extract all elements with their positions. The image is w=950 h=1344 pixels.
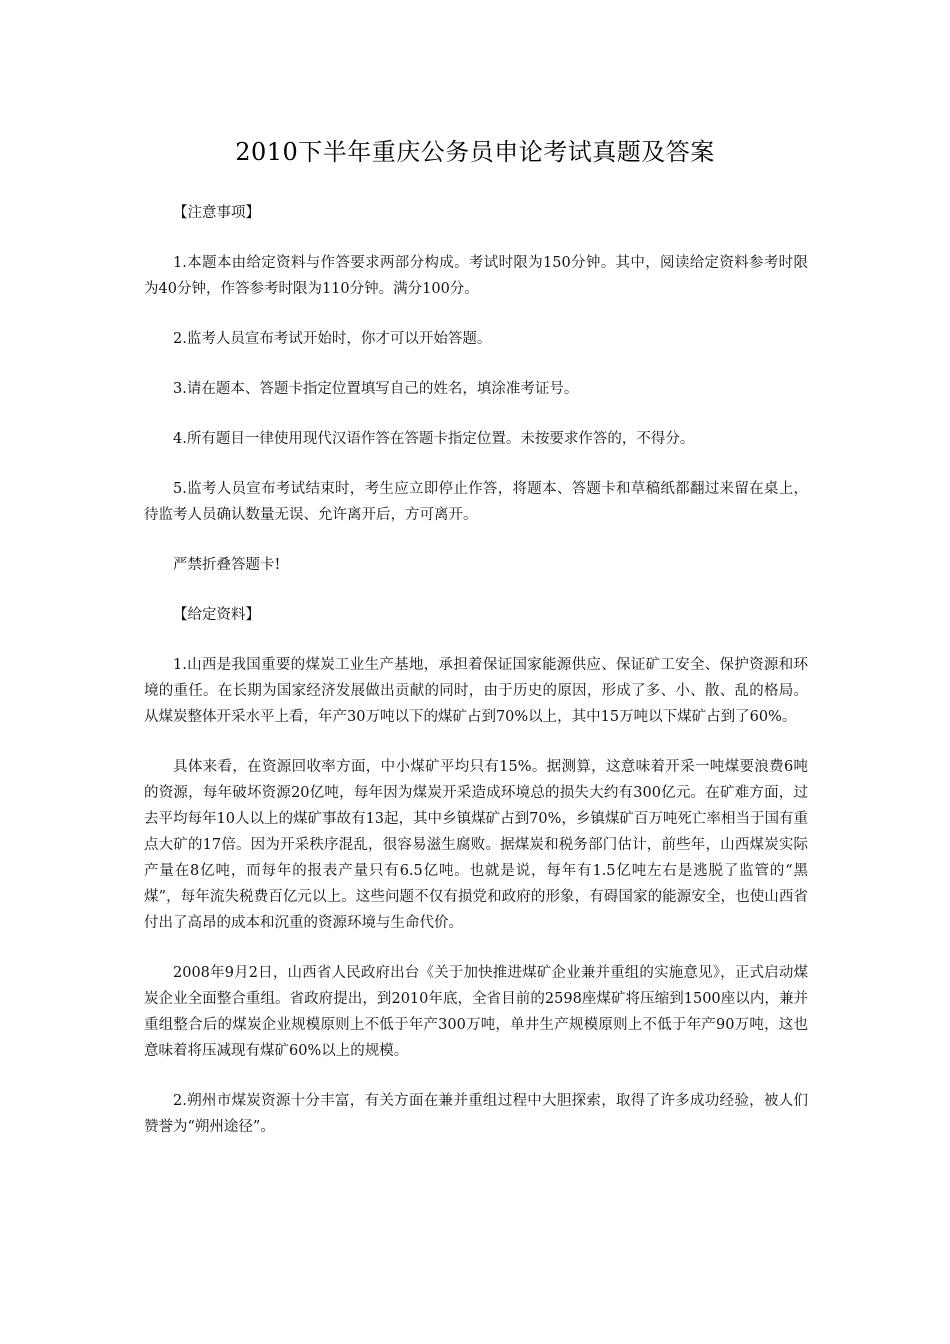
material-paragraph-1: 1.山西是我国重要的煤炭工业生产基地，承担着保证国家能源供应、保证矿工安全、保护资源和环境的重任。在长期为国家经济发展做出贡献的同时，由于历史的原因，形成了多、小、散、乱的格局。从煤炭整体开采水平上看，年产30万吨以下的煤矿占到70%以上，其中15万吨以下煤矿占到了60%。 xyxy=(144,657,808,725)
warning-text: 严禁折叠答题卡! xyxy=(173,557,281,573)
notice-item-2: 2.监考人员宣布考试开始时，你才可以开始答题。 xyxy=(173,331,492,347)
document-title: 2010下半年重庆公务员申论考试真题及答案 xyxy=(235,138,715,166)
materials-heading: 【给定资料】 xyxy=(173,607,260,623)
notice-item-1: 1.本题本由给定资料与作答要求两部分构成。考试时限为150分钟。其中，阅读给定资料参考时限为40分钟，作答参考时限为110分钟。满分100分。 xyxy=(144,255,808,297)
notice-item-3: 3.请在题本、答题卡指定位置填写自己的姓名，填涂准考证号。 xyxy=(173,381,579,397)
material-paragraph-2: 具体来看，在资源回收率方面，中小煤矿平均只有15%。据测算，这意味着开采一吨煤要浪费6吨的资源，每年破坏资源20亿吨，每年因为煤炭开采造成环境总的损失大约有300亿元。在矿难方面，过去平均每年10人以上的煤矿事故有13起，其中乡镇煤矿占到70%，乡镇煤矿百万吨死亡率相当于国有重点大矿的17倍。因为开采秩序混乱，很容易滋生腐败。据煤炭和税务部门估计，前些年，山西煤炭实际产量在8亿吨，而每年的报表产量只有6.5亿吨。也就是说，每年有1.5亿吨左右是逃脱了监管的“黑煤”，每年流失税费百亿元以上。这些问题不仅有损党和政府的形象，有碍国家的能源安全，也使山西省付出了高昂的成本和沉重的资源环境与生命代价。 xyxy=(144,759,808,931)
document-body xyxy=(144,200,808,1164)
material-paragraph-3: 2008年9月2日，山西省人民政府出台《关于加快推进煤矿企业兼并重组的实施意见》，正式启动煤炭企业全面整合重组。省政府提出，到2010年底，全省目前的2598座煤矿将压缩到1500座以内，兼并重组整合后的煤炭企业规模原则上不低于年产300万吨，单井生产规模原则上不低于年产90万吨，这也意味着将压减现有煤矿60%以上的规模。 xyxy=(144,965,808,1059)
notice-item-4: 4.所有题目一律使用现代汉语作答在答题卡指定位置。未按要求作答的，不得分。 xyxy=(173,431,695,447)
notice-item-5: 5.监考人员宣布考试结束时，考生应立即停止作答，将题本、答题卡和草稿纸都翻过来留在桌上，待监考人员确认数量无误、允许离开后，方可离开。 xyxy=(144,481,808,523)
notice-heading: 【注意事项】 xyxy=(173,205,260,221)
material-paragraph-4: 2.朔州市煤炭资源十分丰富，有关方面在兼并重组过程中大胆探索，取得了许多成功经验，被人们赞誉为“朔州途径”。 xyxy=(144,1093,808,1135)
